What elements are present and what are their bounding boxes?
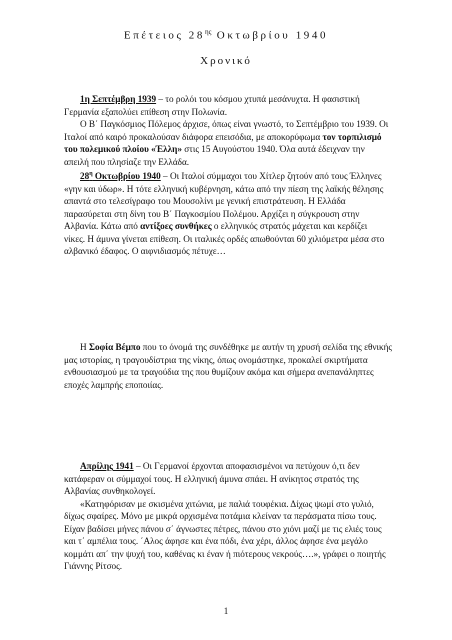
- paragraph-sept-1939: [64, 93, 390, 118]
- bold-phrase-conditions: αντίξοες συνθήκες: [140, 221, 212, 232]
- paragraph-text: Η: [80, 342, 89, 352]
- paragraph-ww2-start: [64, 118, 390, 168]
- paragraph-vembo: [64, 341, 394, 391]
- page-number: 1: [223, 606, 229, 616]
- paragraph-text: που το όνομά της συνδέθηκε με αυτήν τη χρυσή σελίδα της εθνικής μας ιστορίας, η τραγουδίστρια της νίκης, όπως ονομάστηκε, προκαλεί σκιρτήματα ενθουσιασμού με τα τραγούδια της που θυμίζουν ακόμα και σήμερα ανεπανάληπτες εποχές λαμπρής εποποιίας.: [64, 342, 393, 390]
- paragraph-text: – Οι Γερμανοί έρχονται αποφασισμένοι να πετύχουν ό,τι δεν κατάφεραν οι σύμμαχοί τους. Η ελληνική άμυνα σπάει. Η ανίκητος στρατός της Αλβανίας συνθηκολογεί.: [64, 461, 360, 496]
- document-title: [0, 28, 452, 42]
- date-rest: Οκτωβρίου 1940: [92, 171, 161, 182]
- document-subtitle: Χρονικό: [200, 55, 252, 67]
- bold-phrase-elli: τον τορπιλισμό του πολεμικού πλοίου «Έλλη»: [64, 131, 382, 154]
- paragraph-ritsos-quote: «Κατηφόρισαν με σκισμένα χιτώνια, με παλιά τουφέκια. Δίχως ψωμί στο γυλιό, δίχως σφαίρες. Μόνο με μικρά ορχισμένα ποτάμια κλείναν τα περάσματα πίσω τους. Είχαν βαδίσει μήνες πάνου σ΄ άγνωστες πέτρες, πάνου στο χιόνι μαζί με τις ελιές τους και τ΄ αμπέλια τους. ΄Αλος άφησε και ένα πόδι, ένα χέρι, άλλος άφησε ένα μεγάλο κομμάτι απ΄ την ψυχή του, καθένας κι έναν ή πιότερους νεκρούς….», γράφει ο ποιητής Γιάννης Ρίτσος.: [64, 498, 386, 571]
- date-day: 28: [80, 171, 90, 182]
- date-sept-1939: 1η Σεπτέμβρη 1939: [80, 94, 157, 104]
- date-superscript: η: [89, 171, 93, 177]
- paragraph-text: – Οι Ιταλοί σύμμαχοι του Χίτλερ ζητούν από τους Έλληνες «γην και ύδωρ». Η τότε ελληνική κυβέρνηση, κάτω από την πίεση της λαϊκής θέλησης απαντά στο τελεσίγραφο του Μουσολίνι με γενική επιστράτευση. Η Ελλάδα παρασύρεται στη δίνη του Β΄ Παγκοσμίου Πολέμου. Αρχίζει η σύγκρουση στην Αλβανία. Κάτω από: [64, 171, 384, 232]
- section-vembo: [64, 341, 394, 391]
- title-text-rest: Οκτωβρίου 1940: [211, 29, 329, 42]
- date-oct-1940: [80, 171, 161, 181]
- date-april-1941: Απρίλης 1941: [80, 461, 134, 471]
- paragraph-text: – το ρολόι του κόσμου χτυπά μεσάνυχτα. Η φασιστική Γερμανία εξαπολύει επίθεση στην Πολωνία.: [64, 94, 360, 117]
- paragraph-april-1941: [64, 460, 390, 498]
- paragraph-text: στις 15 Αυγούστου 1940. Όλα αυτά έδειχναν την απειλή που πλησίαζε την Ελλάδα.: [64, 144, 365, 167]
- section-1939-1940: [64, 93, 390, 258]
- paragraph-text: ο ελληνικός στρατός μάχεται και κερδίζει νίκες. Η άμυνα γίνεται επίθεση. Οι ιταλικές ορδές απωθούνται 60 χιλιόμετρα μέσα στο αλβανικό έδαφος. Ο αιφνιδιασμός πέτυχε…: [64, 221, 385, 257]
- section-april-1941: [64, 460, 390, 573]
- paragraph-oct-1940: [64, 168, 390, 258]
- title-text: Επέτειος 28: [123, 29, 206, 42]
- title-superscript: ης: [205, 28, 212, 36]
- bold-name-vembo: Σοφία Βέμπο: [88, 342, 141, 352]
- paragraph-text: Ο Β΄ Παγκόσμιος Πόλεμος άρχισε, όπως είναι γνωστό, το Σεπτέμβριο του 1939. Οι Ιταλοί από καιρό προκαλούσαν διάφορα επεισόδια, με αποκορύφωμα: [64, 119, 389, 142]
